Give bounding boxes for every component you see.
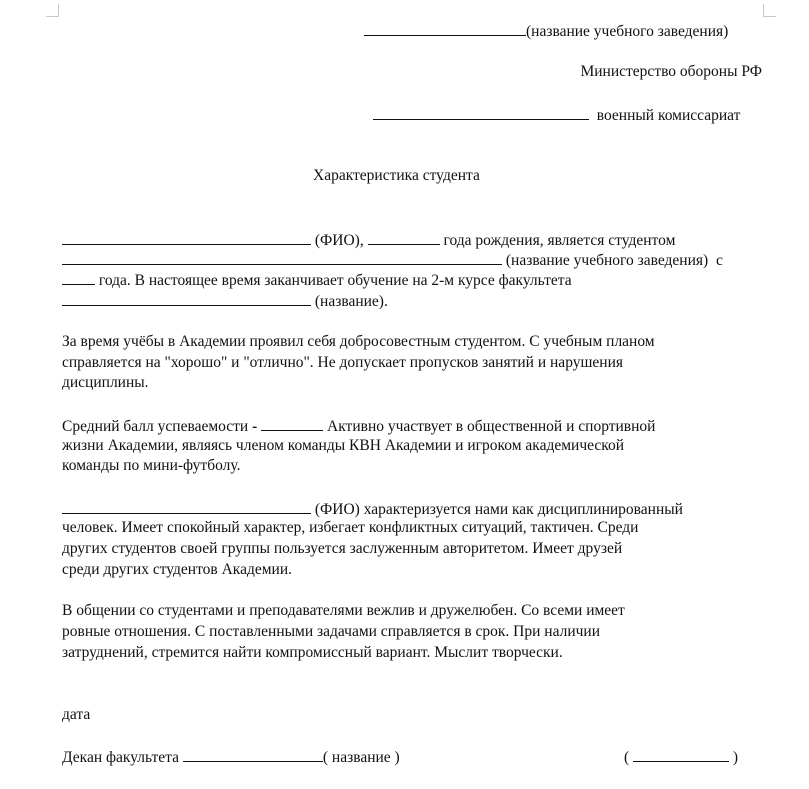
paragraph-3-line: человек. Имеет спокойный характер, избегает конфликтных ситуаций, тактичен. Среди (62, 519, 639, 536)
intro-year-text: года. В настоящее время заканчивает обучение на 2-м курсе факультета (98, 272, 572, 289)
signature-open-paren: ( (624, 749, 630, 766)
intro-line-4 (62, 290, 388, 312)
paragraph-3-fio-text: (ФИО) характеризуется нами как дисциплинированный (314, 501, 683, 518)
intro-fio-label: (ФИО), (314, 232, 364, 249)
paragraph-2-line (62, 415, 655, 437)
gpa-dash: - (252, 418, 258, 435)
gpa-label: Средний балл успеваемости (62, 418, 249, 435)
dean-name-label: ( название ) (322, 749, 400, 766)
paragraph-2-line: жизни Академии, являясь членом команды КВН Академии и игроком академической (62, 437, 625, 454)
paragraph-3-line: других студентов своей группы пользуется заслуженным авторитетом. Имеет друзей (62, 540, 623, 557)
paragraph-2-line: команды по мини-футболу. (62, 457, 241, 474)
intro-faculty-label: (название). (314, 293, 388, 310)
footer-date: дата (62, 706, 91, 723)
signature-close-paren: ) (732, 749, 739, 766)
intro-birth-text: года рождения, является студентом (443, 232, 676, 249)
intro-line-3 (62, 269, 572, 291)
dean-label: Декан факультета (62, 749, 179, 766)
intro-line-1 (62, 229, 675, 251)
header-institution-label: (название учебного заведения) (526, 23, 729, 40)
footer-dean-line (62, 746, 400, 768)
signature-line (624, 746, 738, 768)
paragraph-3-line (62, 498, 683, 520)
header-commissariat-label: военный комиссариат (596, 107, 741, 124)
document-title: Характеристика студента (313, 167, 480, 184)
header-ministry: Министерство обороны РФ (580, 63, 762, 80)
paragraph-4-line: ровные отношения. С поставленными задачами справляется в срок. При наличии (62, 623, 601, 640)
margin-corner-mark (763, 4, 776, 17)
header-commissariat-line (373, 104, 740, 126)
paragraph-4-line: В общении со студентами и преподавателями вежлив и дружелюбен. Со всеми имеет (62, 602, 625, 619)
paragraph-4-line: затруднений, стремится найти компромиссный вариант. Мыслит творчески. (62, 644, 563, 661)
intro-line-2 (62, 249, 723, 271)
header-institution-line (364, 20, 728, 42)
margin-corner-mark (46, 4, 59, 17)
intro-since-text: с (715, 252, 723, 269)
paragraph-1-line: За время учёбы в Академии проявил себя добросовестным студентом. С учебным планом (62, 333, 655, 350)
gpa-tail-text: Активно участвует в общественной и спортивной (327, 418, 656, 435)
paragraph-3-line: среди других студентов Академии. (62, 561, 293, 578)
paragraph-1-line: справляется на "хорошо" и "отлично". Не допускает пропусков занятий и нарушения (62, 354, 624, 371)
intro-institution-label: (название учебного заведения) (505, 252, 709, 269)
paragraph-1-line: дисциплины. (62, 374, 149, 391)
